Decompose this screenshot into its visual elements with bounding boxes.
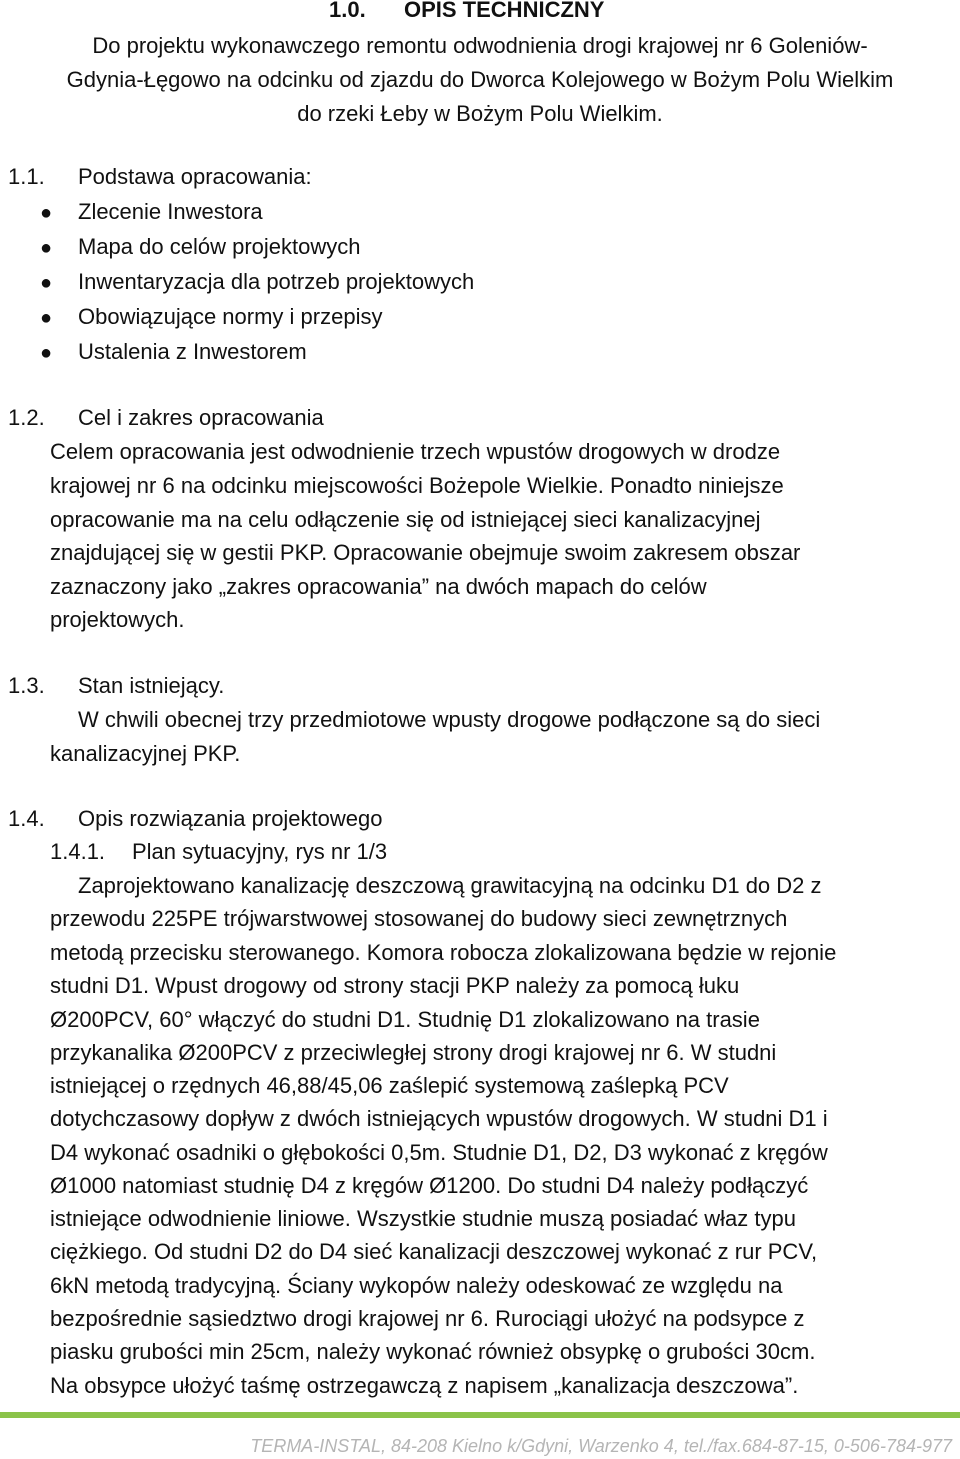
- paragraph-line: przewodu 225PE trójwarstwowej stosowanej do budowy sieci zewnętrznych: [50, 906, 788, 931]
- paragraph-line: W chwili obecnej trzy przedmiotowe wpusty drogowe podłączone są do sieci: [78, 707, 821, 732]
- document-title: [329, 0, 604, 24]
- paragraph-line: kanalizacyjnej PKP.: [50, 741, 241, 766]
- paragraph-line: istniejącej o rzędnych 46,88/45,06 zaślepić systemową zaślepką PCV: [50, 1073, 729, 1098]
- list-item: ● Obowiązujące normy i przepisy: [40, 303, 382, 332]
- section-heading-1-4: [8, 805, 383, 833]
- paragraph-line: piasku grubości min 25cm, należy wykonać również obsypkę o grubości 30cm.: [50, 1339, 816, 1364]
- paragraph-line: zaznaczony jako „zakres opracowania” na dwóch mapach do celów: [50, 574, 707, 599]
- intro-line: do rzeki Łeby w Bożym Polu Wielkim.: [297, 101, 663, 126]
- bullet-icon: ●: [40, 202, 53, 224]
- list-item: ● Mapa do celów projektowych: [40, 233, 360, 262]
- paragraph-line: krajowej nr 6 na odcinku miejscowości Bożepole Wielkie. Ponadto niniejsze: [50, 473, 784, 498]
- section-heading-1-1: [8, 163, 312, 191]
- paragraph-line: ciężkiego. Od studni D2 do D4 sieć kanalizacji deszczowej wykonać z rur PCV,: [50, 1239, 818, 1264]
- list-item: ● Ustalenia z Inwestorem: [40, 338, 307, 367]
- paragraph-line: znajdującej się w gestii PKP. Opracowanie obejmuje swoim zakresem obszar: [50, 540, 801, 565]
- paragraph-line: Zaprojektowano kanalizację deszczową grawitacyjną na odcinku D1 do D2 z: [78, 873, 822, 898]
- paragraph-line: Ø1000 natomiast studnię D4 z kręgów Ø1200. Do studni D4 należy podłączyć: [50, 1173, 809, 1198]
- intro-line: Gdynia-Łęgowo na odcinku od zjazdu do Dworca Kolejowego w Bożym Polu Wielkim: [66, 67, 894, 92]
- paragraph-line: Celem opracowania jest odwodnienie trzech wpustów drogowych w drodze: [50, 439, 781, 464]
- bullet-icon: ●: [40, 272, 53, 294]
- bullet-icon: ●: [40, 342, 53, 364]
- paragraph-line: Na obsypce ułożyć taśmę ostrzegawczą z napisem „kanalizacja deszczowa”.: [50, 1373, 799, 1398]
- paragraph-line: przykanalika Ø200PCV z przeciwległej strony drogi krajowej nr 6. W studni: [50, 1040, 777, 1065]
- subsection-title: Plan sytuacyjny, rys nr 1/3: [132, 839, 388, 864]
- section-number: 1.1.: [8, 164, 45, 189]
- section-title: Opis rozwiązania projektowego: [78, 806, 383, 831]
- subsection-number: 1.4.1.: [50, 839, 106, 864]
- list-item: ● Inwentaryzacja dla potrzeb projektowych: [40, 268, 474, 297]
- intro-line: Do projektu wykonawczego remontu odwodnienia drogi krajowej nr 6 Goleniów-: [92, 33, 868, 58]
- footer-text: TERMA-INSTAL, 84-208 Kielno k/Gdyni, Warzenko 4, tel./fax.684-87-15, 0-506-784-977: [250, 1436, 952, 1456]
- paragraph-line: D4 wykonać osadniki o głębokości 0,5m. Studnie D1, D2, D3 wykonać z kręgów: [50, 1140, 828, 1165]
- paragraph-line: studni D1. Wpust drogowy od strony stacji PKP należy za pomocą łuku: [50, 973, 740, 998]
- paragraph-line: metodą przecisku sterowanego. Komora robocza zlokalizowana będzie w rejonie: [50, 940, 837, 965]
- paragraph-line: Ø200PCV, 60° włączyć do studni D1. Studnię D1 zlokalizowano na trasie: [50, 1007, 760, 1032]
- section-title: Stan istniejący.: [78, 673, 225, 698]
- paragraph-line: opracowanie ma na celu odłączenie się od istniejącej sieci kanalizacyjnej: [50, 507, 761, 532]
- paragraph-line: 6kN metodą tradycyjną. Ściany wykopów należy odeskować ze względu na: [50, 1273, 783, 1298]
- section-title: Podstawa opracowania:: [78, 164, 312, 189]
- list-item: ● Zlecenie Inwestora: [40, 198, 263, 227]
- section-heading-1-3: [8, 672, 224, 700]
- paragraph-line: projektowych.: [50, 607, 185, 632]
- section-number: 1.3.: [8, 673, 45, 698]
- section-title: Cel i zakres opracowania: [78, 405, 324, 430]
- title-number: 1.0.: [329, 0, 366, 22]
- paragraph-line: istniejące odwodnienie liniowe. Wszystkie studnie muszą posiadać właz typu: [50, 1206, 796, 1231]
- paragraph-line: dotychczasowy dopływ z dwóch istniejących wpustów drogowych. W studni D1 i: [50, 1106, 828, 1131]
- title-text: OPIS TECHNICZNY: [404, 0, 605, 22]
- footer-divider: [0, 1412, 960, 1418]
- paragraph-line: bezpośrednie sąsiedztwo drogi krajowej nr 6. Rurociągi ułożyć na podsypce z: [50, 1306, 805, 1331]
- section-heading-1-2: [8, 404, 324, 432]
- section-number: 1.4.: [8, 806, 45, 831]
- subsection-heading-1-4-1: [50, 838, 387, 866]
- section-number: 1.2.: [8, 405, 45, 430]
- bullet-icon: ●: [40, 237, 53, 259]
- bullet-icon: ●: [40, 307, 53, 329]
